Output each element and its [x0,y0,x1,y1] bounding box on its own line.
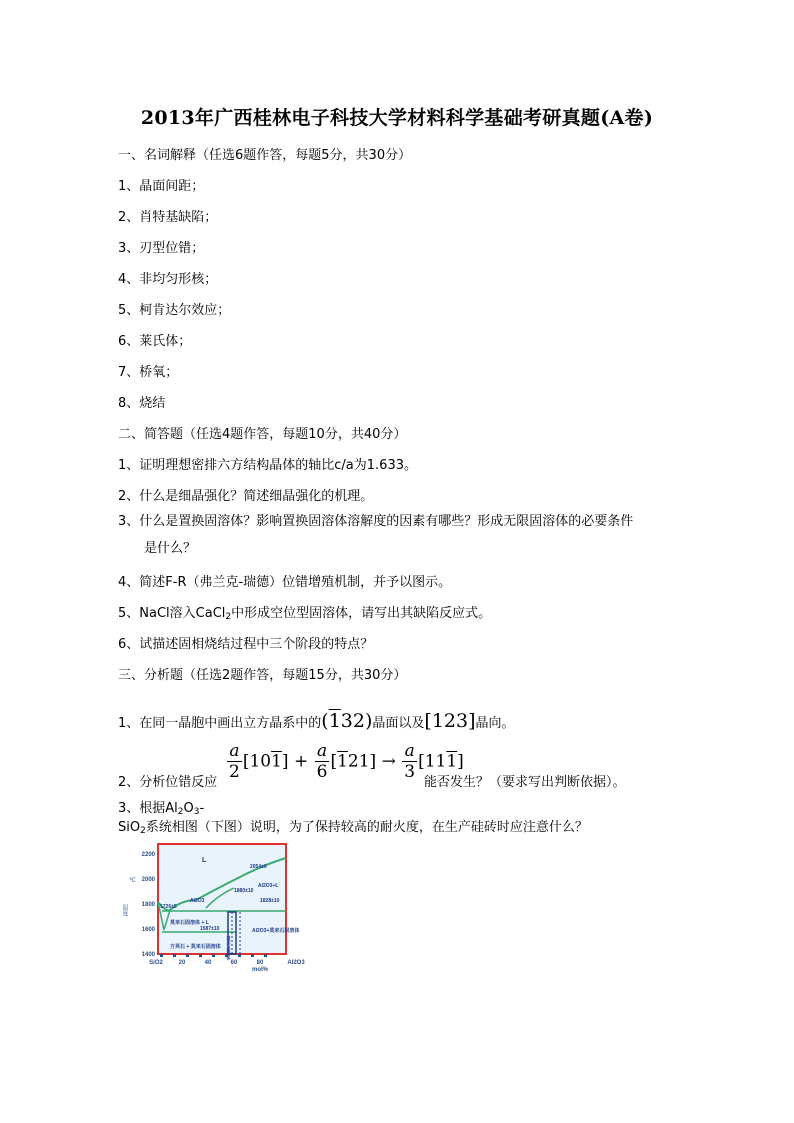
point-1726: 1726±5 [160,904,177,910]
q31-text-mid: 晶面以及 [372,716,425,731]
question-2-1: 1、证明理想密排六方结构晶体的轴比c/a为1.633。 [118,458,417,473]
point-1587: 1587±10 [200,926,220,932]
list-item: 4、非均匀形核； [118,272,218,287]
question-2-2: 2、什么是细晶强化？简述细晶强化的机理。 [118,489,374,504]
point-1880: 1880±10 [234,888,254,894]
x-tick-label: Al2O3 [287,960,305,966]
section3-heading: 三、分析题（任选2题作答，每题15分，共30分） [118,668,407,683]
question-3-3-line2: SiO$_2$系统相图（下图）说明，为了保持较高的耐火度，在生产硅砖时应注意什么？ [118,820,588,836]
dislocation-reaction: $\frac{a}{2}$ [101] + $\frac{a}{6}$ [121] → $\frac{a}{3}$ [111] [229,741,464,782]
fraction-a2: $\frac{a}{2}$ [229,741,240,782]
miller-direction: [123] [424,710,476,732]
y-tick-label: 2200 [141,852,155,858]
q5-text-pre: 5、NaCl溶入CaCl [118,606,226,621]
list-item: 8、烧结 [118,396,166,411]
plane-bar-index: 1 [328,710,341,732]
q31-text-pre: 1、在同一晶胞中画出立方晶系中的 [118,716,322,731]
list-item: 6、莱氏体； [118,334,192,349]
y-tick-label: 1400 [141,952,155,958]
question-2-6: 6、试描述固相烧结过程中三个阶段的特点？ [118,637,374,652]
region-al2o3: Al2O3 [190,898,205,904]
x-tick-label: 40 [204,960,212,966]
x-tick-label: 60 [230,960,238,966]
section1-heading: 一、名词解释（任选6题作答，每题5分，共30分） [118,148,412,163]
list-item: 2、肖特基缺陷； [118,210,218,225]
section2-heading: 二、简答题（任选4题作答，每题10分，共40分） [118,427,407,442]
question-3-2-post: 能否发生？（要求写出判断依据）。 [424,775,626,790]
x-tick-label: SiO2 [149,960,163,966]
y-label: 温度 [121,904,127,916]
question-3-2-pre: 2、分析位错反应 [118,775,218,790]
region-liquid: L [202,857,207,864]
y-tick-label: 2000 [141,877,155,883]
x-tick-label: 80 [256,960,264,966]
x-unit: mol% [251,967,269,972]
region-al2o3-mullite: Al2O3+莫来石固溶体 [252,928,300,934]
fraction-a3: $\frac{a}{3}$ [404,741,416,782]
list-item: 1、晶面间距； [118,179,205,194]
page-title: 2013年广西桂林电子科技大学材料科学基础考研真题(A卷) [140,107,654,129]
al2o3-sio2-phase-diagram [118,840,310,972]
miller-plane [321,710,372,732]
y-unit: ℃ [129,878,136,884]
region-cristobalite-mullite: 方英石 + 莫来石固溶体 [170,944,221,950]
y-tick-label: 1800 [141,902,155,908]
question-2-5 [118,605,491,626]
plane-paren: ( [321,710,329,732]
plus-sign: + [293,751,309,772]
question-2-3-line1: 3、什么是置换固溶体？影响置换固溶体溶解度的因素有哪些？形成无限固溶体的必要条件 [118,514,634,529]
region-mullite-l: 莫来石固溶体 + L [170,920,209,926]
region-mullite-ss: 莫来石固溶体 [226,936,232,960]
question-3-3-line1: 3、根据$Al_2O_3-$ [118,801,205,817]
x-tick-label: 20 [178,960,186,966]
plane-rest: 32) [340,710,373,732]
q31-text-post: 晶向。 [475,716,515,731]
fraction-a6: $\frac{a}{6}$ [316,741,328,782]
question-2-4: 4、简述F-R（弗兰克-瑞德）位错增殖机制，并予以图示。 [118,575,452,590]
arrow-icon: → [381,751,396,772]
q5-text-post: 中形成空位型固溶体，请写出其缺陷反应式。 [231,606,492,621]
list-item: 7、桥氧； [118,365,179,380]
y-tick-label: 1600 [141,927,155,933]
point-1828: 1828±10 [260,898,280,904]
question-2-3-line2: 是什么？ [144,541,197,556]
question-3-1 [118,708,515,737]
q5-subscript: 2 [225,612,232,622]
region-al2o3-l: Al2O3+L [258,883,279,889]
list-item: 3、刃型位错； [118,241,205,256]
point-2054: 2054±6 [250,864,267,870]
list-item: 5、柯肯达尔效应； [118,303,231,318]
